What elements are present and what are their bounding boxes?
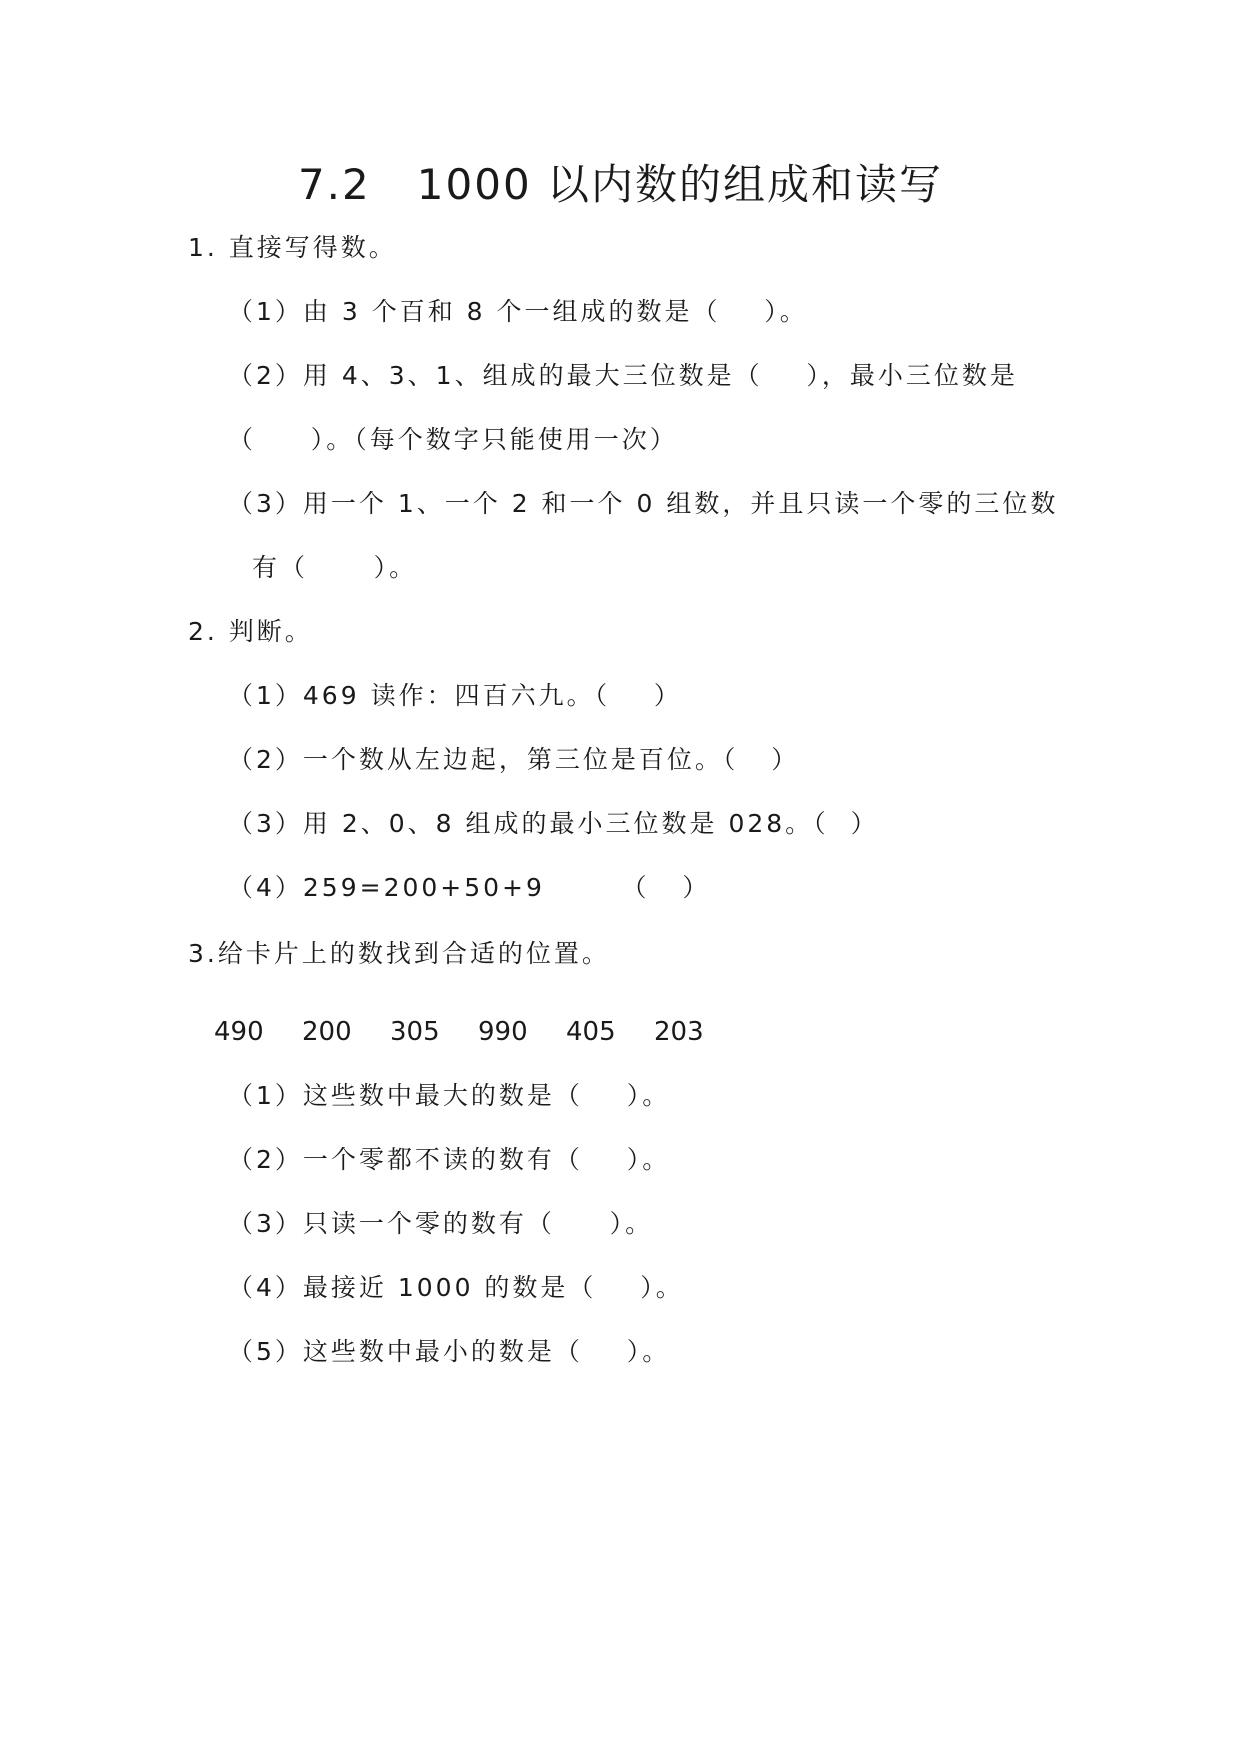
number-cards [214,1014,742,1050]
section2-item-2: （2）一个数从左边起，第三位是百位。（ ） [228,745,800,774]
number-card: 490 [214,1017,264,1047]
section3-heading: 3.给卡片上的数找到合适的位置。 [188,939,610,968]
number-card: 200 [302,1017,352,1047]
section1-item-2-continued: （ ）。（每个数字只能使用一次） [228,425,678,454]
section3-item-3: （3）只读一个零的数有（ ）。 [228,1209,654,1238]
section2-item-1: （1）469 读作：四百六九。（ ） [228,681,682,710]
section1-item-3: （3）用一个 1、一个 2 和一个 0 组数，并且只读一个零的三位数 [228,489,1059,518]
section3-item-5: （5）这些数中最小的数是（ ）。 [228,1337,671,1366]
section3-item-4: （4）最接近 1000 的数是（ ）。 [228,1273,684,1302]
section1-item-2: （2）用 4、3、1、组成的最大三位数是（ ），最小三位数是 [228,361,1018,390]
section3-item-2: （2）一个零都不读的数有（ ）。 [228,1145,671,1174]
section1-item-3-continued: 有（ ）。 [252,553,418,582]
number-card: 405 [566,1017,616,1047]
page-title: 7.2 1000 以内数的组成和读写 [297,160,944,209]
number-card: 305 [390,1017,440,1047]
section2-heading: 2. 判断。 [188,617,313,646]
section3-item-1: （1）这些数中最大的数是（ ）。 [228,1081,671,1110]
section2-item-3: （3）用 2、0、8 组成的最小三位数是 028。（ ） [228,809,879,838]
section1-heading: 1. 直接写得数。 [188,233,397,262]
section1-item-1: （1）由 3 个百和 8 个一组成的数是（ ）。 [228,297,808,326]
number-card: 203 [654,1017,704,1047]
number-card: 990 [478,1017,528,1047]
section2-item-4: （4）259=200+50+9 （ ） [228,873,711,902]
